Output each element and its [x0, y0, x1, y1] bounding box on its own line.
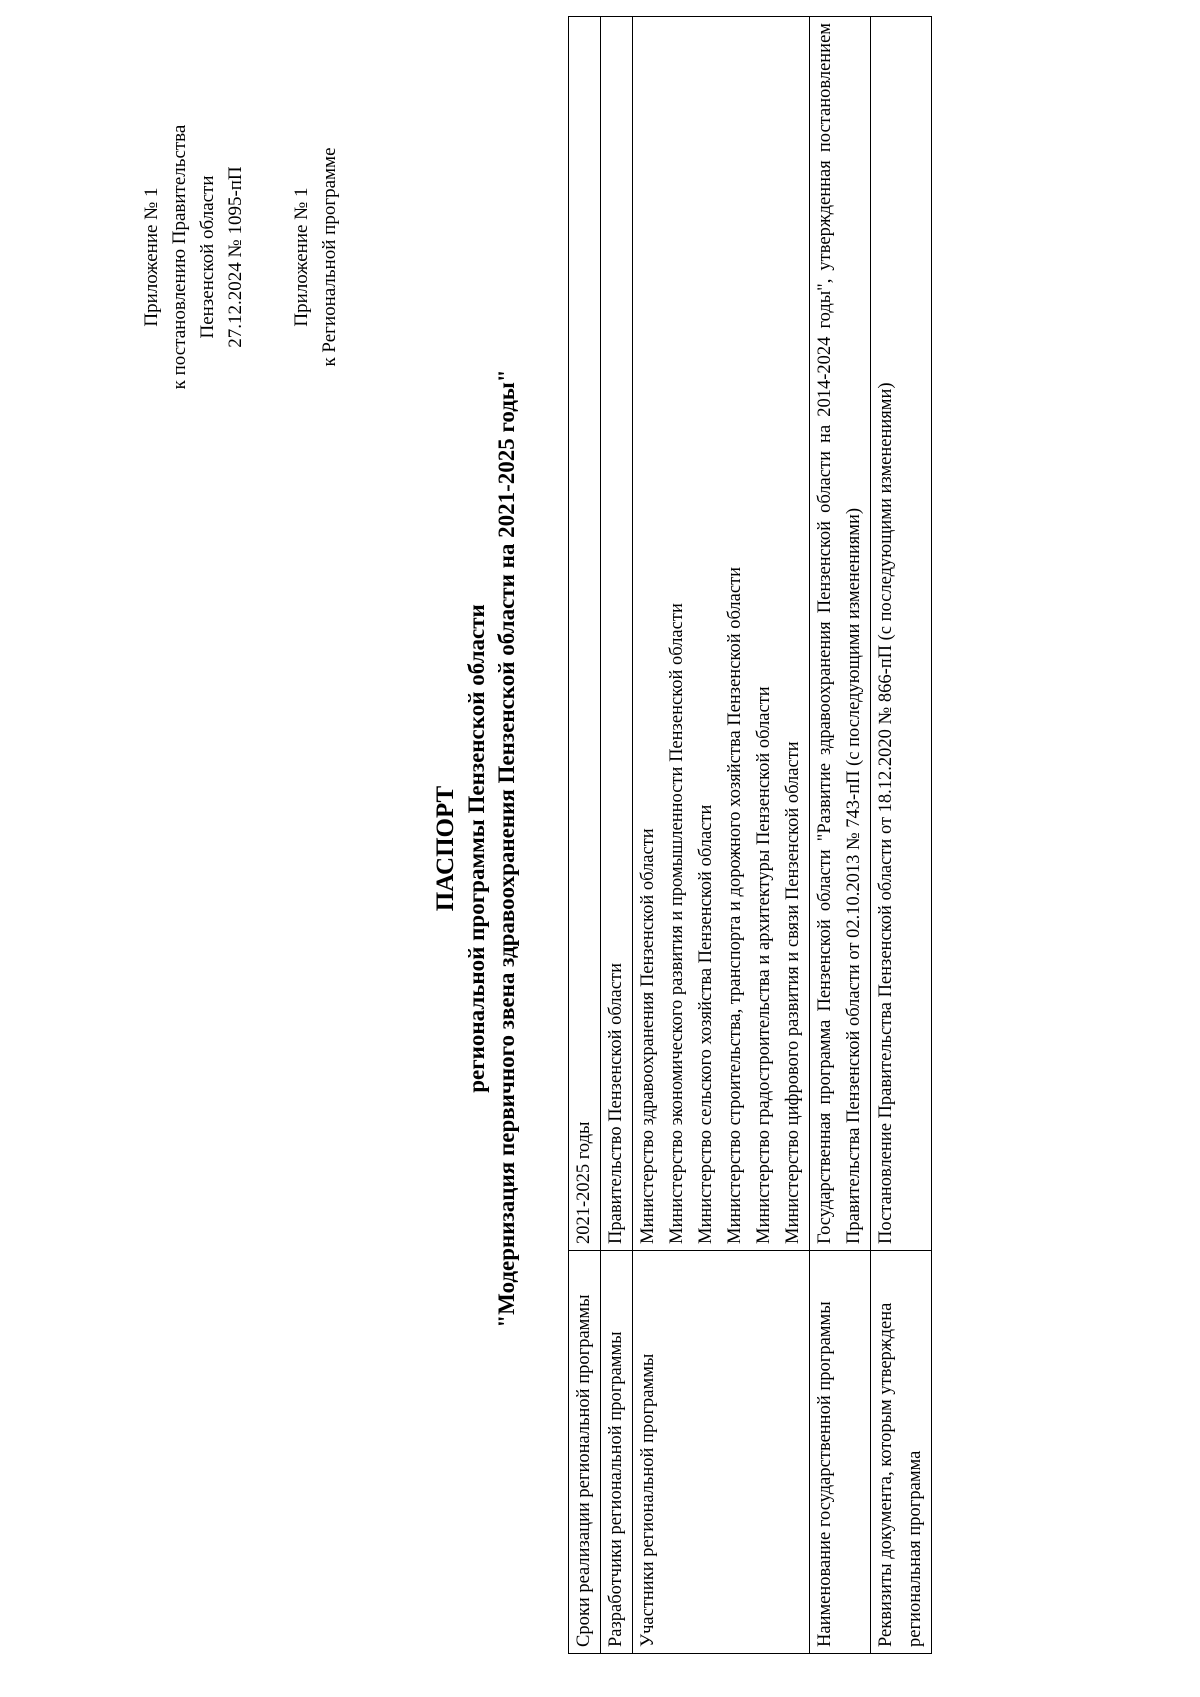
table-row	[601, 17, 633, 1654]
appendix-line: Приложение № 1	[141, 187, 162, 327]
row-label: Наименование государственной программы	[810, 1251, 871, 1654]
document-title	[430, 0, 522, 1697]
participant-item: Министерство сельского хозяйства Пензенской области	[696, 804, 716, 1244]
program-name: "Модернизация первичного звена здравоохранения Пензенской области на 2021-2025 годы"	[494, 369, 519, 1328]
row-label: Участники региональной программы	[633, 1251, 810, 1654]
row-value: Правительство Пензенской области	[601, 17, 633, 1251]
participant-item: Министерство здравоохранения Пензенской области	[638, 828, 658, 1244]
row-label: Сроки реализации региональной программы	[569, 1251, 601, 1654]
participant-item: Министерство строительства, транспорта и дорожного хозяйства Пензенской области	[725, 566, 745, 1244]
passport-heading: ПАСПОРТ	[432, 785, 459, 912]
row-value: Государственная программа Пензенской области "Развитие здравоохранения Пензенской области на 2014-2024 годы", утвержденная постановлением Правительства Пензенской области от 02.10.2013 № 743-пП (с последующими изменениями)	[810, 17, 871, 1251]
appendix-line: Приложение № 1	[291, 187, 312, 327]
appendix-government-decree	[138, 67, 250, 447]
row-value: Постановление Правительства Пензенской области от 18.12.2020 № 866-пП (с последующими изменениями)	[871, 17, 932, 1251]
appendix-line: 27.12.2024 № 1095-пП	[225, 166, 246, 348]
row-label: Реквизиты документа, которым утверждена региональная программа	[871, 1251, 932, 1654]
appendix-line: к Региональной программе	[319, 147, 340, 367]
participant-item: Министерство экономического развития и промышленности Пензенской области	[667, 603, 687, 1244]
participants-list	[633, 17, 810, 1251]
table-row	[633, 17, 810, 1654]
table-row	[569, 17, 601, 1654]
passport-table	[568, 16, 932, 1654]
appendix-line: к постановлению Правительства	[169, 124, 190, 390]
program-subtitle: региональной программы Пензенской области	[464, 604, 489, 1093]
row-label: Разработчики региональной программы	[601, 1251, 633, 1654]
appendix-regional-program	[288, 67, 344, 447]
table-row	[810, 17, 871, 1654]
participant-item: Министерство цифрового развития и связи Пензенской области	[783, 741, 803, 1244]
table-row	[871, 17, 932, 1654]
participant-item: Министерство градостроительства и архитектуры Пензенской области	[754, 686, 774, 1244]
appendix-line: Пензенской области	[197, 175, 218, 339]
row-value: 2021-2025 годы	[569, 17, 601, 1251]
